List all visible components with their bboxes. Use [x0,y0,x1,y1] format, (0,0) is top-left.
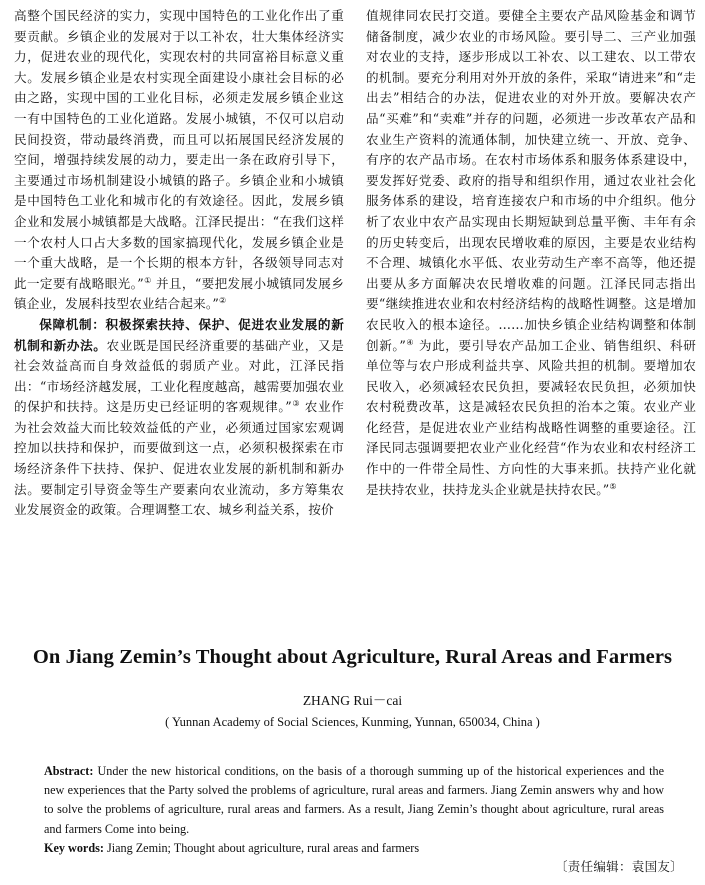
keywords-text: Jiang Zemin; Thought about agriculture, rural areas and farmers [103,840,420,855]
abstract-label: Abstract: [44,764,94,778]
keywords-label: Key words: [44,840,104,855]
footnote-marker: ③ [291,399,301,409]
right-column [366,6,696,598]
left-paragraph-2: 保障机制：积极探索扶持、保护、促进农业发展的新机制和新办法。农业既是国民经济重要的基础产业，又是社会效益高而自身效益低的弱质产业。对此，江泽民指出：“市场经济越发展，工业化程度越高，越需要加强农业的保护和扶持。这是历史已经证明的客观规律。”③ 农业作为社会效益大而比较效益低的产业，必须通过国家宏观调控加以扶持和保护，而要做到这一点，必须积极探索在市场经济条件下扶持、保护、促进农业发展的新机制和新办法。要制定引导资金等生产要素向农业流动，多方筹集农业发展资金的政策。合理调整工农、城乡利益关系，按价 [14,316,344,518]
left-paragraph-1: 高整个国民经济的实力，实现中国特色的工业化作出了重要贡献。乡镇企业的发展对于以工补农，壮大集体经济实力，促进农业的现代化，实现农村的共同富裕目标意义重大。发展乡镇企业是农村实现全面建设小康社会目标的必由之路，实现中国的工业化目标，必须走发展乡镇企业这一有中国特色的工业化道路。发展小城镇，不仅可以启动民间投资，带动最终消费，而且可以拓展国民经济发展的空间，增强持续发展的动力，要走出一条在政府引导下，主要通过市场机制建设小城镇的路子。乡镇企业和小城镇是中国特色工业化和城市化的有效途径。因此，发展乡镇企业和发展小城镇都是大战略。江泽民提出：“在我们这样一个农村人口占大多数的国家搞现代化，发展乡镇企业是一个重大战略，是一个长期的根本方针，各级领导同志对此一定要有战略眼光。”① 并且，“要把发展小城镇同发展乡镇企业，发展科技型农业结合起来。”② [14,8,344,312]
footnote-marker: ② [219,296,227,306]
keywords-paragraph [44,839,664,858]
footnote-marker: ④ [406,337,415,347]
english-abstract [44,762,664,858]
footnote-marker: ⑤ [609,481,617,491]
footnote-marker: ① [143,275,152,285]
author-affiliation: ( Yunnan Academy of Social Sciences, Kunming, Yunnan, 650034, China ) [165,715,540,729]
editor-credit: 〔责任编辑：袁国友〕 [554,859,683,874]
right-paragraph-1: 值规律同农民打交道。要健全主要农产品风险基金和调节储备制度，减少农业的市场风险。要引导二、三产业加强对农业的支持，逐步形成以工补农、以工建农、以工带农的机制。要充分利用对外开放的条件，采取“请进来”和“走出去”相结合的办法，促进农业的对外开放。要解决农产品“买难”和“卖难”并存的问题，必须进一步改革农产品和农业生产资料的流通体制，加快建立统一、开放、竞争、有序的农产品市场。在农村市场体系和服务体系建设中，要发挥好党委、政府的指导和组织作用，通过农业社会化服务体系的建设，培育连接农户和市场的中介组织。他分析了农业中农产品实现由长期短缺到总量平衡、丰年有余的历史转变后，出现农民增收难的原因，主要是农业结构不合理、城镇化水平低、农业劳动生产率不高等，他还提出要从多方面解决农民增收难的问题。江泽民同志指出要“继续推进农业和农村经济结构的战略性调整。这是增加农民收入的根本途径。……加快乡镇企业结构调整和体制创新。”④ 为此，要引导农产品加工企业、销售组织、科研单位等与农户形成利益共享、风险共担的机制。要增加农民收入，必须减轻农民负担，要减轻农民负担，必须加快农村税费改革，这是减轻农民负担的治本之策。农业产业化经营，是促进农业产业结构战略性调整的重要途径。江泽民同志强调要把农业产业化经营“作为农业和农村经济工作中的一件带全局性、方向性的大事来抓。扶持产业化就是扶持农业，扶持龙头企业就是扶持农民。”⑤ [366,8,696,497]
abstract-text: Under the new historical conditions, on the basis of a thorough summing up of the historical experiences and the new experiences that the Party solved the problems of agriculture, rural areas and farmers. Jiang Zemin answers why and how to solve the problems of agriculture, rural areas and farmers. As a result, Jiang Zemin’s thought about agriculture, rural areas and farmers Come into being. [44,764,664,836]
section-heading: 保障机制：积极探索扶持、保护、促进农业发展的新机制和新办法。 [14,316,344,353]
abstract-paragraph [44,762,664,839]
left-column [14,6,344,598]
english-title: On Jiang Zemin’s Thought about Agriculture, Rural Areas and Farmers [32,646,673,668]
body-columns [14,6,696,598]
author-name: ZHANG Rui－cai [302,693,403,708]
